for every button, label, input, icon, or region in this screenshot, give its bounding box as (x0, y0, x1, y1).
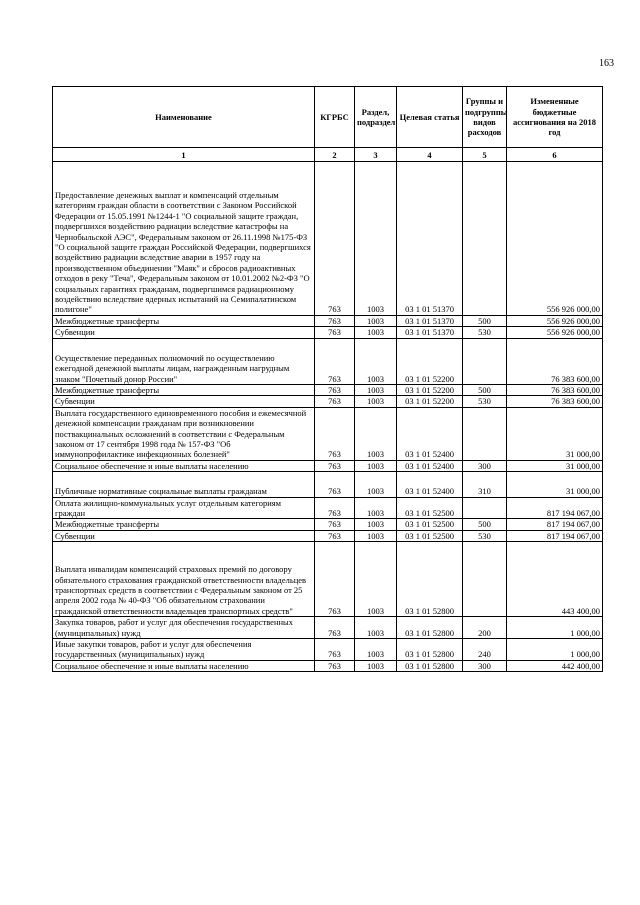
row-group: 200 (463, 617, 507, 639)
row-section: 1003 (355, 396, 397, 407)
row-amount: 443 400,00 (507, 542, 603, 617)
row-group: 500 (463, 384, 507, 395)
row-kgrbs: 763 (315, 396, 355, 407)
row-section: 1003 (355, 338, 397, 384)
row-target: 03 1 01 51370 (397, 327, 463, 338)
row-group: 300 (463, 460, 507, 471)
row-group (463, 542, 507, 617)
row-kgrbs: 763 (315, 407, 355, 460)
table-row (53, 639, 603, 661)
row-target: 03 1 01 52200 (397, 384, 463, 395)
row-group: 500 (463, 519, 507, 530)
header-row (53, 87, 603, 148)
row-amount: 1 000,00 (507, 639, 603, 661)
row-kgrbs: 763 (315, 162, 355, 316)
row-section: 1003 (355, 162, 397, 316)
row-amount: 556 926 000,00 (507, 327, 603, 338)
row-kgrbs: 763 (315, 315, 355, 326)
row-group: 300 (463, 660, 507, 671)
row-name: Субвенции (53, 327, 315, 338)
row-amount: 31 000,00 (507, 407, 603, 460)
row-amount: 817 194 067,00 (507, 530, 603, 541)
row-kgrbs: 763 (315, 384, 355, 395)
table-row (53, 327, 603, 338)
row-kgrbs: 763 (315, 460, 355, 471)
row-target: 03 1 01 52800 (397, 660, 463, 671)
row-name: Межбюджетные трансферты (53, 519, 315, 530)
row-section: 1003 (355, 384, 397, 395)
table-row (53, 542, 603, 617)
row-group: 310 (463, 472, 507, 497)
header-groups: Группы и подгруппы видов расходов (463, 87, 507, 148)
row-amount: 442 400,00 (507, 660, 603, 671)
row-kgrbs: 763 (315, 497, 355, 519)
row-target: 03 1 01 52800 (397, 639, 463, 661)
row-section: 1003 (355, 542, 397, 617)
row-group (463, 338, 507, 384)
table-row (53, 162, 603, 316)
row-name: Оплата жилищно-коммунальных услуг отдельным категориям граждан (53, 497, 315, 519)
row-section: 1003 (355, 315, 397, 326)
row-name: Публичные нормативные социальные выплаты гражданам (53, 472, 315, 497)
row-target: 03 1 01 52200 (397, 396, 463, 407)
row-section: 1003 (355, 472, 397, 497)
row-name: Осуществление переданных полномочий по осуществлению ежегодной денежной выплаты лицам, награжденным нагрудным знаком "Почетный донор России" (53, 338, 315, 384)
row-amount: 31 000,00 (507, 472, 603, 497)
row-amount: 556 926 000,00 (507, 315, 603, 326)
row-name: Выплата инвалидам компенсаций страховых премий по договору обязательного страхования гражданской ответственности владельцев транспортных средств в соответствии с Федеральным законом от 25 апреля 2002 года № 40-ФЗ "Об обязательном страховании гражданской ответственности владельцев транспортных средств" (53, 542, 315, 617)
row-kgrbs: 763 (315, 530, 355, 541)
row-target: 03 1 01 52200 (397, 338, 463, 384)
row-target: 03 1 01 52500 (397, 519, 463, 530)
row-group (463, 407, 507, 460)
row-group: 530 (463, 530, 507, 541)
table-row (53, 617, 603, 639)
row-name: Субвенции (53, 530, 315, 541)
column-number: 2 (315, 148, 355, 162)
header-amount: Измененные бюджетные ассигнования на 2018 год (507, 87, 603, 148)
row-target: 03 1 01 52800 (397, 617, 463, 639)
table-row (53, 519, 603, 530)
row-kgrbs: 763 (315, 617, 355, 639)
table-row (53, 407, 603, 460)
row-name: Иные закупки товаров, работ и услуг для обеспечения государственных (муниципальных) нужд (53, 639, 315, 661)
row-section: 1003 (355, 497, 397, 519)
table-row (53, 472, 603, 497)
row-group (463, 497, 507, 519)
row-section: 1003 (355, 530, 397, 541)
column-number: 4 (397, 148, 463, 162)
header-target: Целевая статья (397, 87, 463, 148)
header-section: Раздел, подраздел (355, 87, 397, 148)
column-number: 1 (53, 148, 315, 162)
row-group (463, 162, 507, 316)
budget-table (52, 86, 603, 672)
row-kgrbs: 763 (315, 472, 355, 497)
table-row (53, 660, 603, 671)
column-number: 6 (507, 148, 603, 162)
row-kgrbs: 763 (315, 639, 355, 661)
table-row (53, 460, 603, 471)
row-section: 1003 (355, 639, 397, 661)
row-amount: 76 383 600,00 (507, 338, 603, 384)
row-target: 03 1 01 52800 (397, 542, 463, 617)
row-target: 03 1 01 51370 (397, 315, 463, 326)
row-target: 03 1 01 51370 (397, 162, 463, 316)
row-kgrbs: 763 (315, 327, 355, 338)
row-section: 1003 (355, 460, 397, 471)
row-amount: 76 383 600,00 (507, 384, 603, 395)
row-name: Социальное обеспечение и иные выплаты населению (53, 460, 315, 471)
row-amount: 817 194 067,00 (507, 497, 603, 519)
row-name: Межбюджетные трансферты (53, 384, 315, 395)
header-name: Наименование (53, 87, 315, 148)
table-row (53, 497, 603, 519)
table-row (53, 530, 603, 541)
row-amount: 1 000,00 (507, 617, 603, 639)
row-name: Предоставление денежных выплат и компенсаций отдельным категориям граждан области в соответствии с Законом Российской Федерации от 15.05.1991 №1244-1 "О социальной защите граждан, подвергшихся воздействию радиации вследствие катастрофы на Чернобыльской АЭС", Федеральным законом от 26.11.1998 №175-ФЗ "О социальной защите граждан Российской Федерации, подвергшихся воздействию радиации вследствие аварии в 1957 году на производственном объединении "Маяк" и сбросов радиоактивных отходов в реку "Теча", Федеральным законом от 10.01.2002 №2-ФЗ "О социальных гарантиях гражданам, подвергшимся радиационному воздействию вследствие ядерных испытаний на Семипалатинском полигоне" (53, 162, 315, 316)
column-numbers-row (53, 148, 603, 162)
row-group: 530 (463, 396, 507, 407)
row-amount: 76 383 600,00 (507, 396, 603, 407)
row-name: Социальное обеспечение и иные выплаты населению (53, 660, 315, 671)
table-row (53, 338, 603, 384)
row-target: 03 1 01 52400 (397, 460, 463, 471)
row-kgrbs: 763 (315, 542, 355, 617)
row-group: 530 (463, 327, 507, 338)
row-amount: 31 000,00 (507, 460, 603, 471)
row-name: Межбюджетные трансферты (53, 315, 315, 326)
row-group: 500 (463, 315, 507, 326)
row-kgrbs: 763 (315, 519, 355, 530)
column-number: 3 (355, 148, 397, 162)
page-number: 163 (599, 58, 614, 69)
row-amount: 556 926 000,00 (507, 162, 603, 316)
row-kgrbs: 763 (315, 660, 355, 671)
row-section: 1003 (355, 660, 397, 671)
row-target: 03 1 01 52500 (397, 497, 463, 519)
row-target: 03 1 01 52400 (397, 472, 463, 497)
row-kgrbs: 763 (315, 338, 355, 384)
header-kgrbs: КГРБС (315, 87, 355, 148)
row-target: 03 1 01 52400 (397, 407, 463, 460)
column-number: 5 (463, 148, 507, 162)
row-group: 240 (463, 639, 507, 661)
table-row (53, 384, 603, 395)
row-section: 1003 (355, 519, 397, 530)
row-name: Закупка товаров, работ и услуг для обеспечения государственных (муниципальных) нужд (53, 617, 315, 639)
row-amount: 817 194 067,00 (507, 519, 603, 530)
row-section: 1003 (355, 407, 397, 460)
row-name: Субвенции (53, 396, 315, 407)
row-section: 1003 (355, 327, 397, 338)
row-section: 1003 (355, 617, 397, 639)
table-row (53, 396, 603, 407)
row-target: 03 1 01 52500 (397, 530, 463, 541)
table-row (53, 315, 603, 326)
row-name: Выплата государственного единовременного пособия и ежемесячной денежной компенсации гражданам при возникновении поствакцинальных осложнений в соответствии с Федеральным законом от 17 сентября 1998 года № 157-ФЗ "Об иммунопрофилактике инфекционных болезней" (53, 407, 315, 460)
